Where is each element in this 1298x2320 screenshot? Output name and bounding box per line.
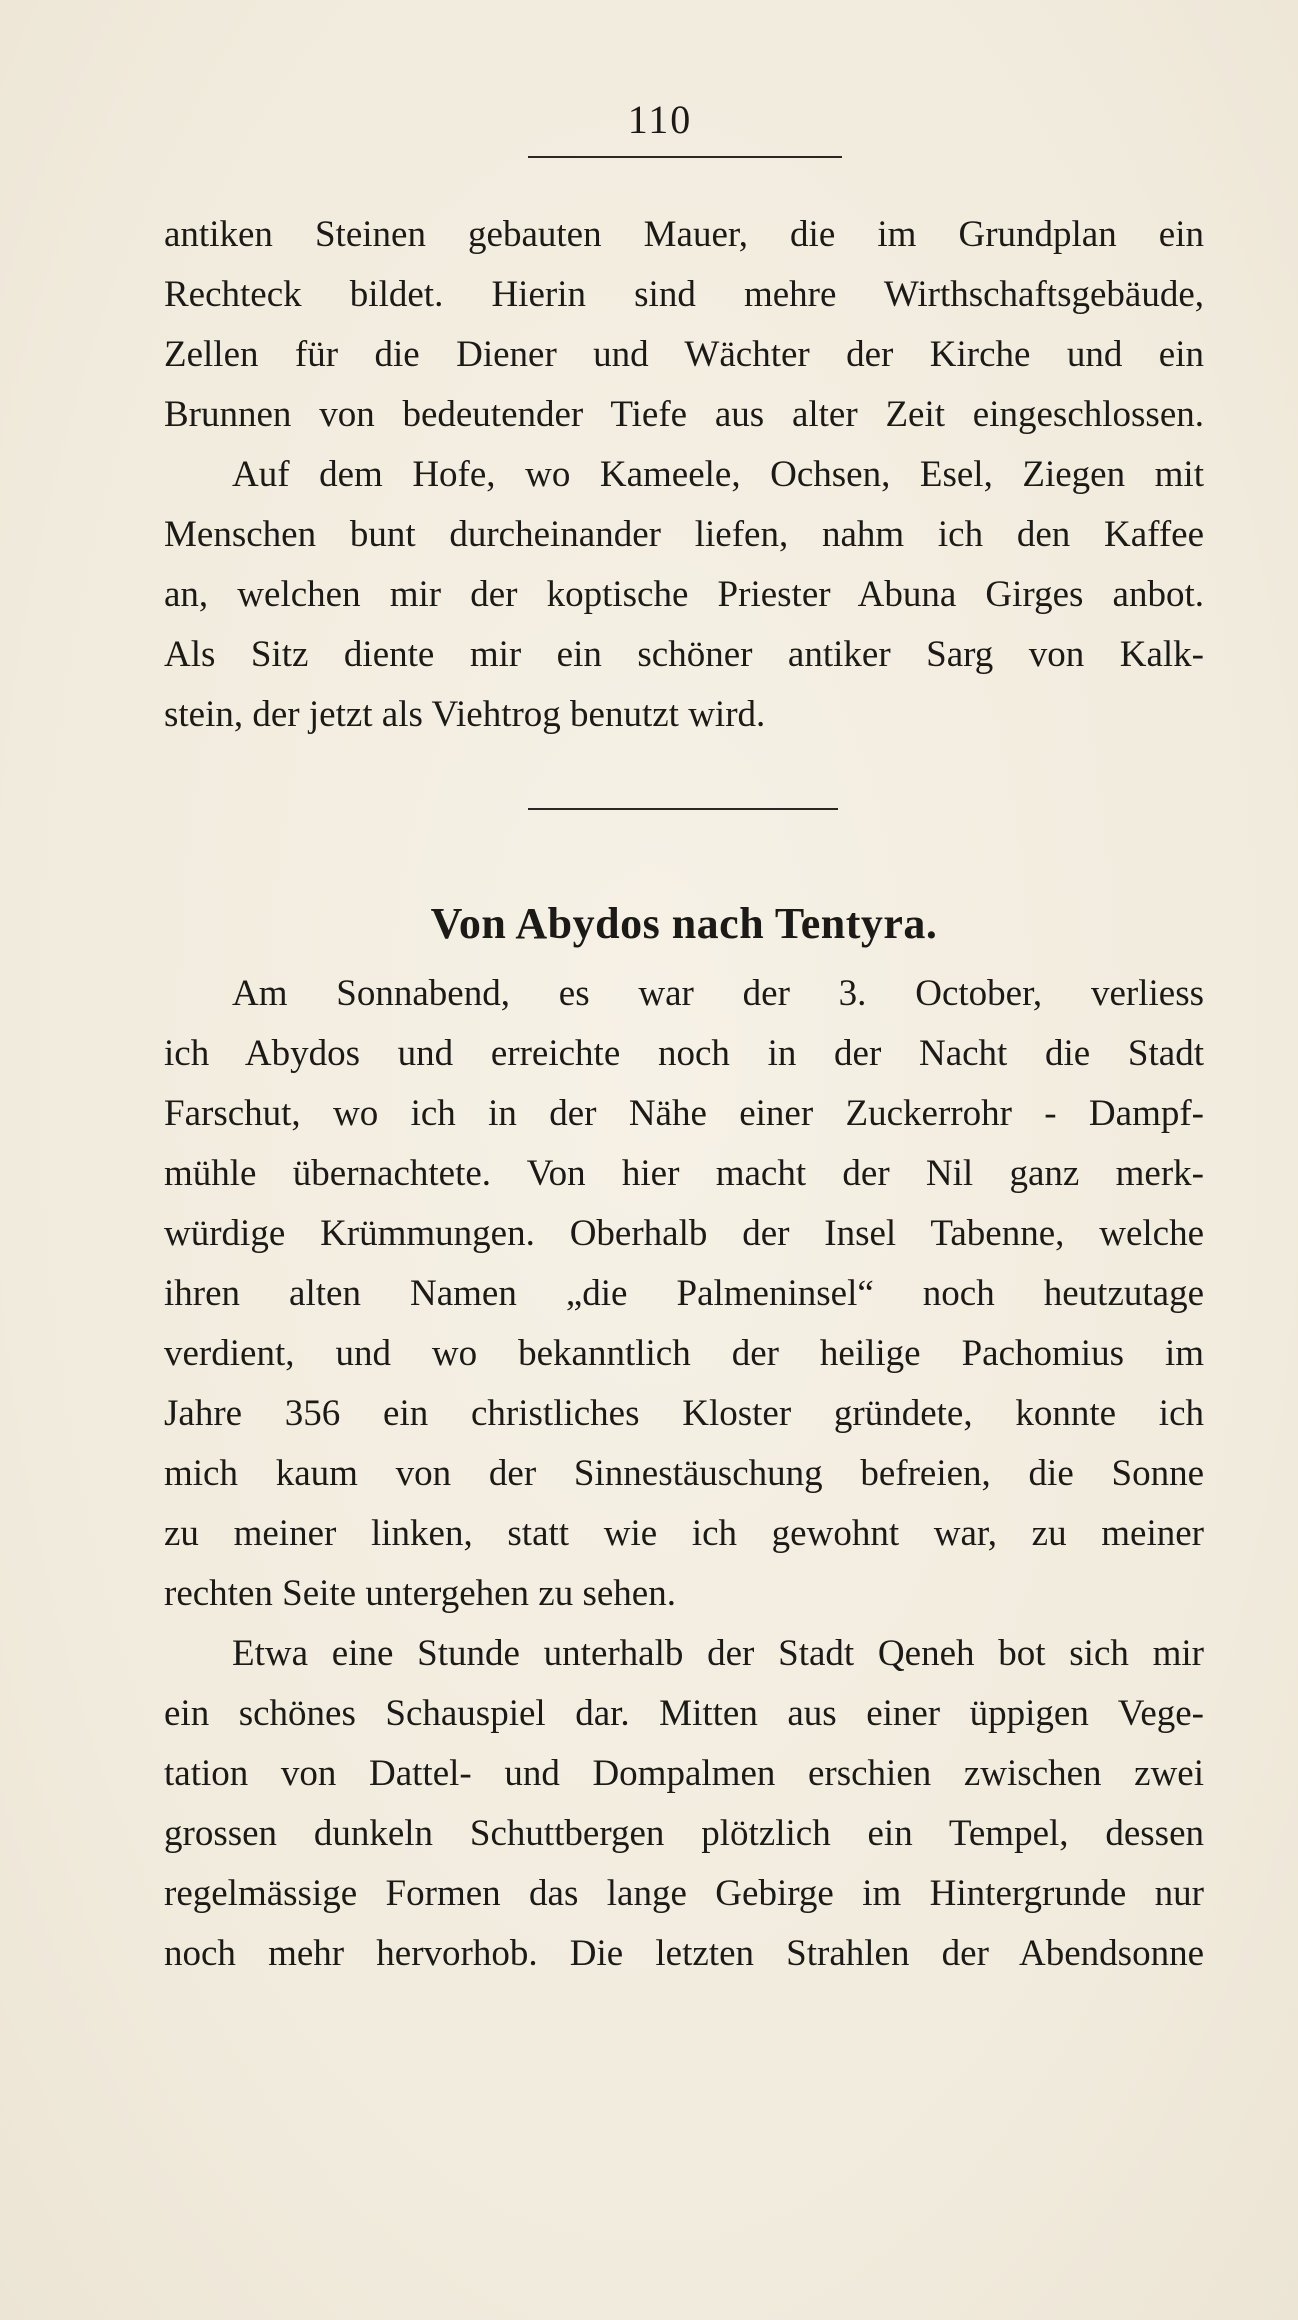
text-line: Zellen für die Diener und Wächter der Kirche und ein [164,334,1204,375]
text-line: stein, der jetzt als Viehtrog benutzt wird. [164,694,766,735]
header-rule [528,156,842,158]
text-line: würdige Krümmungen. Oberhalb der Insel Tabenne, welche [164,1213,1204,1254]
text-line: mich kaum von der Sinnestäuschung befreien, die Sonne [164,1453,1204,1494]
text-line: noch mehr hervorhob. Die letzten Strahlen der Abendsonne [164,1933,1204,1974]
text-line: rechten Seite untergehen zu sehen. [164,1573,676,1614]
section-rule [528,808,838,810]
text-line: ihren alten Namen „die Palmeninsel“ noch heutzutage [164,1273,1204,1314]
section-title: Von Abydos nach Tentyra. [430,899,938,948]
text-line: Als Sitz diente mir ein schöner antiker Sarg von Kalk- [164,634,1204,675]
text-after-section [164,964,1204,1984]
text-line: ich Abydos und erreichte noch in der Nacht die Stadt [164,1033,1204,1074]
text-line: Jahre 356 ein christliches Kloster gründete, konnte ich [164,1393,1204,1434]
text-line: mühle übernachtete. Von hier macht der Nil ganz merk- [164,1153,1204,1194]
text-line: an, welchen mir der koptische Priester Abuna Girges anbot. [164,574,1204,615]
text-line: zu meiner linken, statt wie ich gewohnt war, zu meiner [164,1513,1204,1554]
text-line: Rechteck bildet. Hierin sind mehre Wirthschaftsgebäude, [164,274,1204,315]
text-line: antiken Steinen gebauten Mauer, die im Grundplan ein [164,214,1204,255]
text-line: Menschen bunt durcheinander liefen, nahm ich den Kaffee [164,514,1204,555]
text-line: verdient, und wo bekanntlich der heilige Pachomius im [164,1333,1204,1374]
text-line: regelmässige Formen das lange Gebirge im Hintergrunde nur [164,1873,1204,1914]
text-line: grossen dunkeln Schuttbergen plötzlich ein Tempel, dessen [164,1813,1204,1854]
text-line: Am Sonnabend, es war der 3. October, verliess [232,973,1204,1014]
text-line: ein schönes Schauspiel dar. Mitten aus einer üppigen Vege- [164,1693,1204,1734]
text-line: Farschut, wo ich in der Nähe einer Zuckerrohr - Dampf- [164,1093,1204,1134]
text-line: Etwa eine Stunde unterhalb der Stadt Qeneh bot sich mir [232,1633,1204,1674]
text-line: Auf dem Hofe, wo Kameele, Ochsen, Esel, Ziegen mit [232,454,1204,495]
page-number: 110 [627,97,693,142]
text-line: Brunnen von bedeutender Tiefe aus alter Zeit eingeschlossen. [164,394,1204,435]
text-line: tation von Dattel- und Dompalmen erschien zwischen zwei [164,1753,1204,1794]
text-before-section [164,205,1204,745]
